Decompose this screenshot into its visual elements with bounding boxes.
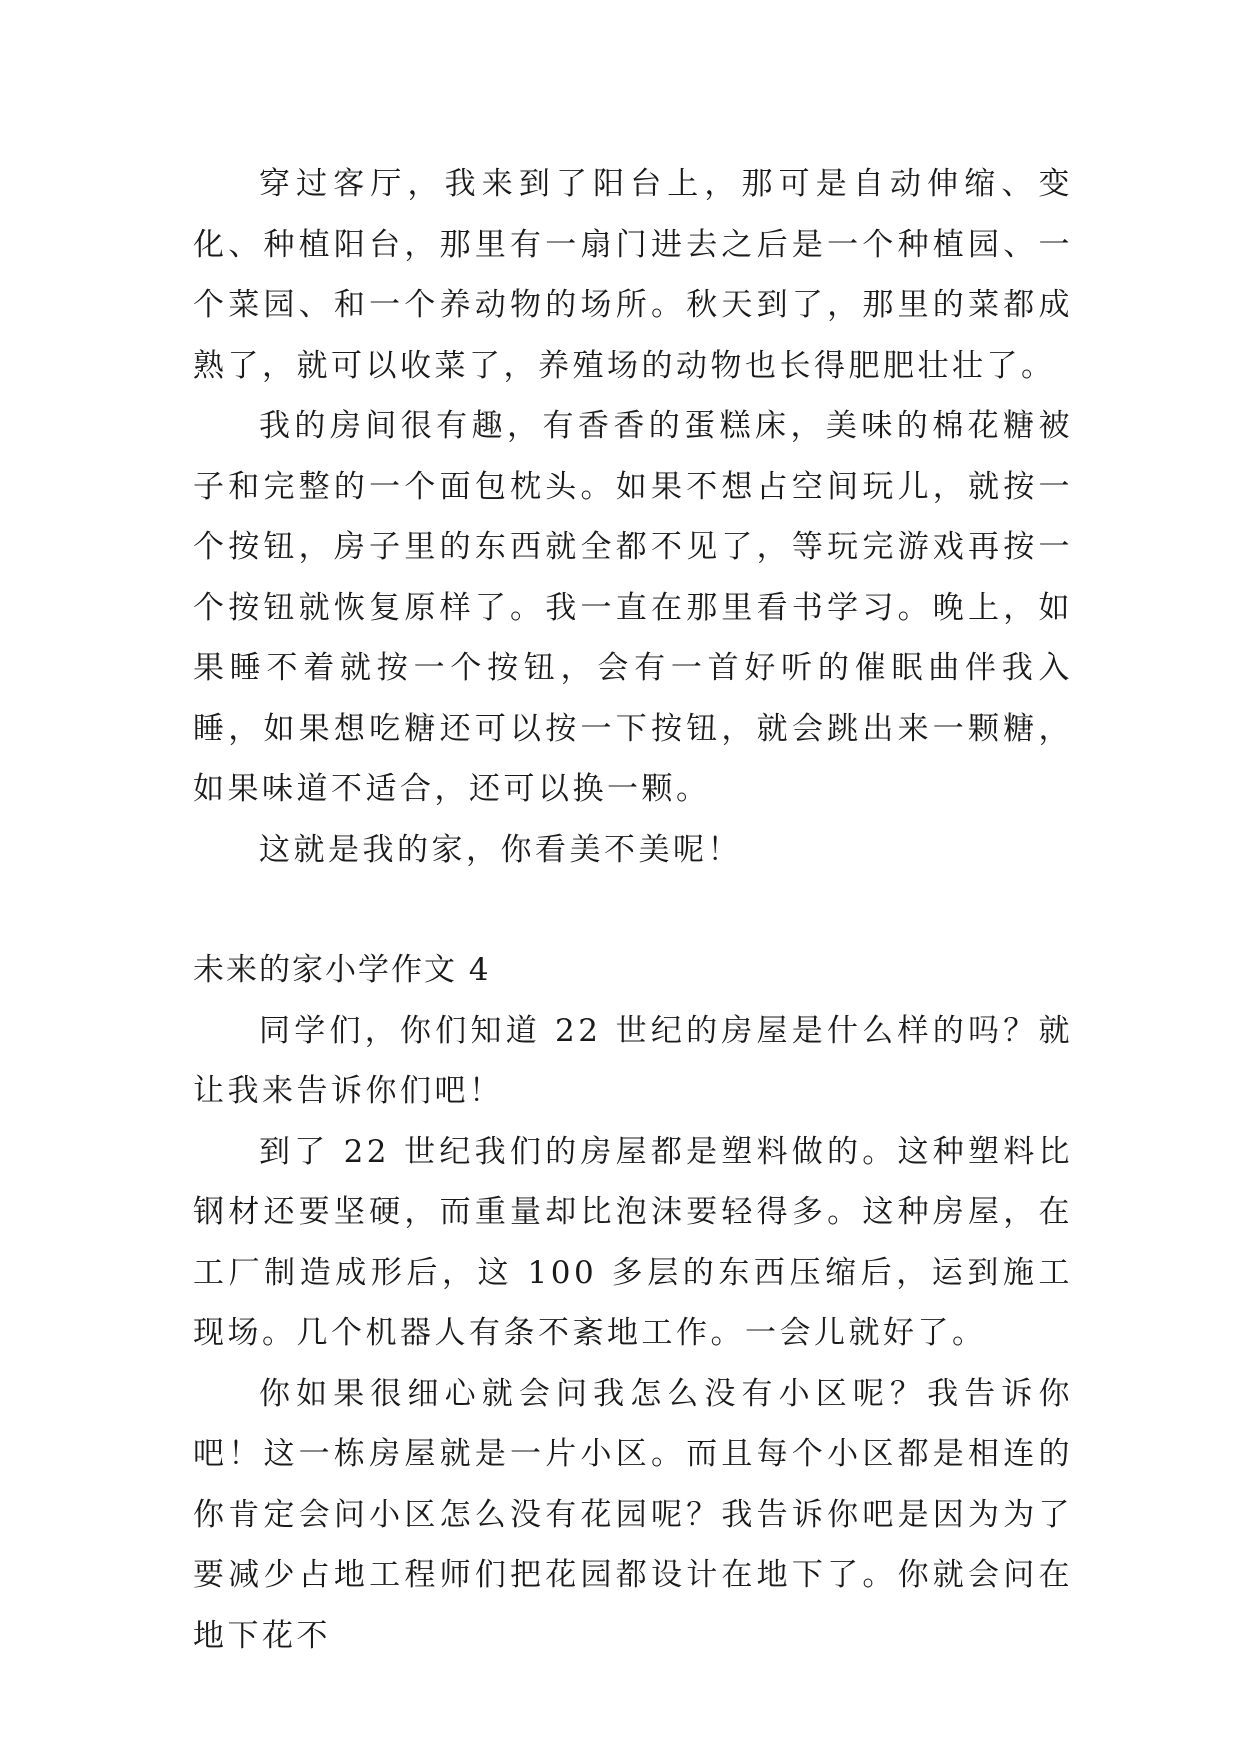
paragraph-bedroom: 我的房间很有趣，有香香的蛋糕床，美味的棉花糖被子和完整的一个面包枕头。如果不想占空间玩儿，就按一个按钮，房子里的东西就全都不见了，等玩完游戏再按一个按钮就恢复原样了。我一直在那里看书学习。晚上，如果睡不着就按一个按钮，会有一首好听的催眠曲伴我入睡，如果想吃糖还可以按一下按钮，就会跳出来一颗糖，如果味道不适合，还可以换一颗。 (193, 408, 1073, 807)
paragraph-conclusion: 这就是我的家，你看美不美呢！ (259, 831, 742, 868)
paragraph-community: 你如果很细心就会问我怎么没有小区呢？我告诉你吧！这一栋房屋就是一片小区。而且每个小区都是相连的你肯定会问小区怎么没有花园呢？我告诉你吧是因为为了要减少占地工程师们把花园都设计在地下了。你就会问在地下花不 (193, 1375, 1073, 1654)
paragraph-balcony: 穿过客厅，我来到了阳台上，那可是自动伸缩、变化、种植阳台，那里有一扇门进去之后是一个种植园、一个菜园、和一个养动物的场所。秋天到了，那里的菜都成熟了，就可以收菜了，养殖场的动物也长得肥肥壮壮了。 (193, 166, 1073, 384)
section-spacer (193, 880, 1073, 940)
section-title: 未来的家小学作文 4 (193, 952, 491, 988)
paragraph-intro: 同学们，你们知道 22 世纪的房屋是什么样的吗？就让我来告诉你们吧！ (193, 1012, 1073, 1109)
document-body (193, 154, 1073, 1666)
paragraph-plastic-house: 到了 22 世纪我们的房屋都是塑料做的。这种塑料比钢材还要坚硬，而重量却比泡沫要轻得多。这种房屋，在工厂制造成形后，这 100 多层的东西压缩后，运到施工现场。几个机器人有条不紊地工作。一会儿就好了。 (193, 1133, 1073, 1351)
